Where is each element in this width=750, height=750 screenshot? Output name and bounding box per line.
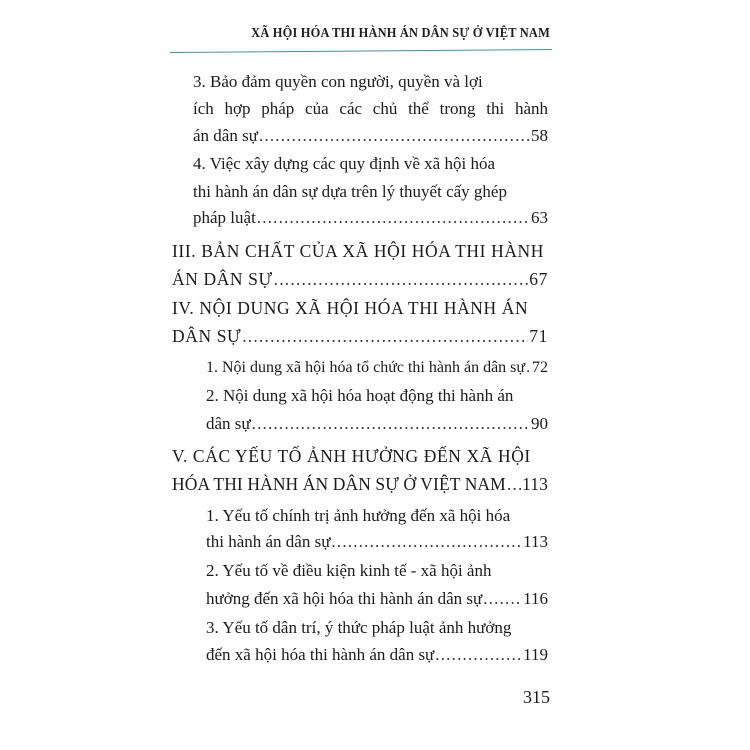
dot-leader (274, 269, 529, 289)
toc-entry-line: 3. Bảo đảm quyền con người, quyền và lợi (193, 72, 483, 91)
toc-entry-text-line (206, 506, 548, 526)
toc-page-number: 113 (522, 474, 548, 494)
toc-section-line: III. BẢN CHẤT CỦA XÃ HỘI HÓA THI HÀNH (172, 241, 545, 261)
toc-entry-title: pháp luật (193, 208, 256, 227)
toc-entry-text-line (193, 154, 548, 174)
dot-leader (257, 208, 530, 228)
toc-entry-text-line (206, 386, 548, 406)
toc-entry-text-line (193, 99, 548, 119)
toc-entry-text-line (206, 561, 548, 581)
toc-section-title: ÁN DÂN SỰ (172, 269, 273, 289)
toc-entry-line: 4. Việc xây dựng các quy định về xã hội hóa (193, 154, 495, 173)
toc-entry-line: 2. Nội dung xã hội hóa hoạt động thi hành án (206, 386, 514, 405)
toc-page-number: 63 (531, 208, 548, 227)
toc-page-number: 90 (531, 414, 548, 433)
toc-page-number: 113 (523, 532, 548, 551)
toc-section-V[interactable] (172, 474, 548, 494)
toc-entry-title: đến xã hội hóa thi hành án dân sự (206, 645, 435, 664)
toc-entry-V-1[interactable] (206, 532, 548, 552)
toc-section-text-line (172, 446, 548, 466)
dot-leader (435, 645, 522, 665)
toc-entry-line: thi hành án dân sự dựa trên lý thuyết cấy ghép (193, 182, 507, 201)
toc-entry-text-line (206, 618, 548, 638)
toc-section-text-line (172, 241, 548, 261)
dot-leader (252, 414, 530, 434)
dot-leader (331, 532, 522, 552)
toc-entry-title: thi hành án dân sự (206, 532, 331, 551)
toc-entry-line: 2. Yếu tố về điều kiện kinh tế - xã hội ảnh (206, 561, 492, 580)
toc-page-number: 119 (523, 645, 548, 664)
toc-entry-title: án dân sự (193, 126, 258, 145)
toc-page-number: 71 (529, 326, 548, 346)
toc-entry-IV-1[interactable] (206, 358, 548, 378)
toc-section-line: V. CÁC YẾU TỐ ẢNH HƯỞNG ĐẾN XÃ HỘI (172, 446, 531, 466)
toc-entry-title: hưởng đến xã hội hóa thi hành án dân sự (206, 589, 483, 608)
toc-entry-title: dân sự (206, 414, 251, 433)
toc-entry-item-4[interactable] (193, 208, 548, 228)
toc-section-title: HÓA THI HÀNH ÁN DÂN SỰ Ở VIỆT NAM (172, 474, 506, 494)
toc-section-IV[interactable] (172, 326, 548, 346)
toc-section-text-line (172, 298, 548, 318)
toc-entry-line: ích hợp pháp của các chủ thể trong thi hành (193, 99, 548, 118)
dot-leader (242, 326, 528, 346)
toc-page-number: 116 (523, 589, 548, 608)
toc-entry-line: 1. Yếu tố chính trị ảnh hưởng đến xã hội hóa (206, 506, 511, 525)
dot-leader (526, 358, 531, 378)
toc-section-III[interactable] (172, 269, 548, 289)
page-number: 315 (523, 687, 550, 707)
toc-entry-V-2[interactable] (206, 589, 548, 609)
toc-entry-title: 1. Nội dung xã hội hóa tổ chức thi hành án dân sự (206, 359, 526, 376)
dot-leader (259, 126, 530, 146)
toc-section-title: DÂN SỰ (172, 326, 242, 346)
header-rule-divider (170, 49, 552, 53)
toc-section-line: IV. NỘI DUNG XÃ HỘI HÓA THI HÀNH ÁN (172, 298, 529, 318)
toc-page-number: 67 (529, 269, 548, 289)
toc-entry-line: 3. Yếu tố dân trí, ý thức pháp luật ảnh hưởng (206, 618, 512, 637)
toc-page-number: 58 (531, 126, 548, 145)
toc-entry-V-3[interactable] (206, 645, 548, 665)
toc-entry-text-line (193, 72, 548, 92)
toc-entry-IV-2[interactable] (206, 414, 548, 434)
dot-leader (483, 589, 522, 609)
toc-entry-item-3[interactable] (193, 126, 548, 146)
dot-leader (507, 474, 521, 494)
toc-entry-text-line (193, 182, 548, 202)
running-header: XÃ HỘI HÓA THI HÀNH ÁN DÂN SỰ Ở VIỆT NAM (251, 25, 550, 40)
toc-page-number: 72 (532, 359, 548, 376)
